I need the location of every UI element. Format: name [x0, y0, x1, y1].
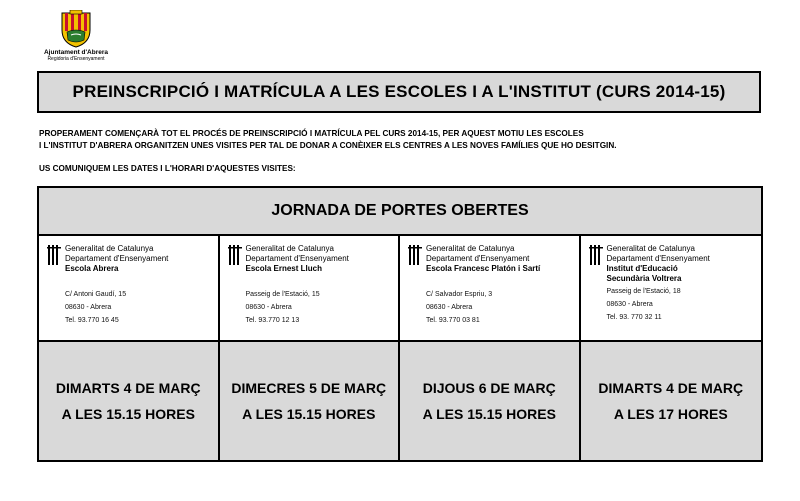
- school-gov: Generalitat de Catalunya: [245, 244, 334, 253]
- organization-name: Ajuntament d'Abrera: [43, 49, 109, 56]
- visit-time: A LES 17 HORES: [613, 406, 728, 422]
- generalitat-logo-icon: [408, 244, 422, 266]
- visit-date-ernest-lluch: [220, 342, 401, 460]
- school-street: C/ Antoni Gaudí, 15: [65, 291, 127, 298]
- school-phone: Tel. 93.770 16 45: [65, 317, 119, 324]
- visit-day: DIMECRES 5 DE MARÇ: [231, 380, 387, 396]
- school-gov: Generalitat de Catalunya: [426, 244, 515, 253]
- school-address: [65, 288, 218, 327]
- visit-time: A LES 15.15 HORES: [422, 406, 556, 422]
- school-address: [426, 288, 579, 327]
- page-title: PREINSCRIPCIÓ I MATRÍCULA A LES ESCOLES I A L'INSTITUT (CURS 2014-15): [37, 71, 761, 113]
- school-card-voltrera: [581, 236, 762, 342]
- school-name: Escola Abrera: [65, 264, 119, 273]
- school-name: Escola Francesc Platón i Sartí: [426, 264, 541, 273]
- school-street: Passeig de l'Estació, 18: [606, 288, 681, 295]
- school-city: 08630 - Abrera: [65, 304, 112, 311]
- generalitat-logo-icon: [228, 244, 242, 266]
- school-phone: Tel. 93.770 03 81: [426, 317, 480, 324]
- school-city: 08630 - Abrera: [245, 304, 292, 311]
- school-dept: Departament d'Ensenyament: [245, 254, 349, 263]
- visit-day: DIMARTS 4 DE MARÇ: [55, 380, 201, 396]
- coat-of-arms-icon: [59, 10, 93, 48]
- school-gov: Generalitat de Catalunya: [65, 244, 154, 253]
- school-dept: Departament d'Ensenyament: [65, 254, 169, 263]
- visit-day: DIMARTS 4 DE MARÇ: [598, 380, 744, 396]
- visit-date-voltrera: [581, 342, 762, 460]
- intro-text: [39, 128, 779, 152]
- school-dept: Departament d'Ensenyament: [426, 254, 530, 263]
- school-street: C/ Salvador Espriu, 3: [426, 291, 493, 298]
- open-days-table: [37, 186, 763, 462]
- school-dept: Departament d'Ensenyament: [606, 254, 710, 263]
- intro-line-1: PROPERAMENT COMENÇARÀ TOT EL PROCÉS DE PREINSCRIPCIÓ I MATRÍCULA PEL CURS 2014-15, PER AQUEST MOTIU LES ESCOLES: [39, 129, 584, 138]
- visit-date-abrera: [39, 342, 220, 460]
- school-phone: Tel. 93.770 12 13: [245, 317, 300, 324]
- school-name: Institut d'Educació: [606, 264, 678, 273]
- school-phone: Tel. 93. 770 32 11: [606, 314, 662, 321]
- school-card-platon-sarti: [400, 236, 581, 342]
- ajuntament-logo: [34, 10, 118, 66]
- visit-day: DIJOUS 6 DE MARÇ: [422, 380, 556, 396]
- school-city: 08630 - Abrera: [426, 304, 473, 311]
- intro-line-2: I L'INSTITUT D'ABRERA ORGANITZEN UNES VISITES PER TAL DE DONAR A CONÈIXER ELS CENTRES A LES NOVES FAMÍLIES QUE HO DESITGIN.: [39, 141, 617, 150]
- school-city: 08630 - Abrera: [606, 301, 653, 308]
- school-name-line-2: Secundària Voltrera: [606, 274, 682, 283]
- department-name: Regidoria d'Ensenyament: [47, 56, 105, 62]
- table-heading: JORNADA DE PORTES OBERTES: [39, 188, 761, 236]
- school-street: Passeig de l'Estació, 15: [245, 291, 320, 298]
- generalitat-logo-icon: [47, 244, 61, 266]
- school-gov: Generalitat de Catalunya: [606, 244, 695, 253]
- school-address: [246, 288, 399, 327]
- school-address: [607, 285, 762, 324]
- school-card-abrera: [39, 236, 220, 342]
- visit-time: A LES 15.15 HORES: [242, 406, 376, 422]
- intro-line-3: US COMUNIQUEM LES DATES I L'HORARI D'AQUESTES VISITES:: [39, 164, 296, 173]
- visit-date-platon-sarti: [400, 342, 581, 460]
- generalitat-logo-icon: [589, 244, 603, 266]
- visit-time: A LES 15.15 HORES: [61, 406, 195, 422]
- school-name: Escola Ernest Lluch: [245, 264, 322, 273]
- school-card-ernest-lluch: [220, 236, 401, 342]
